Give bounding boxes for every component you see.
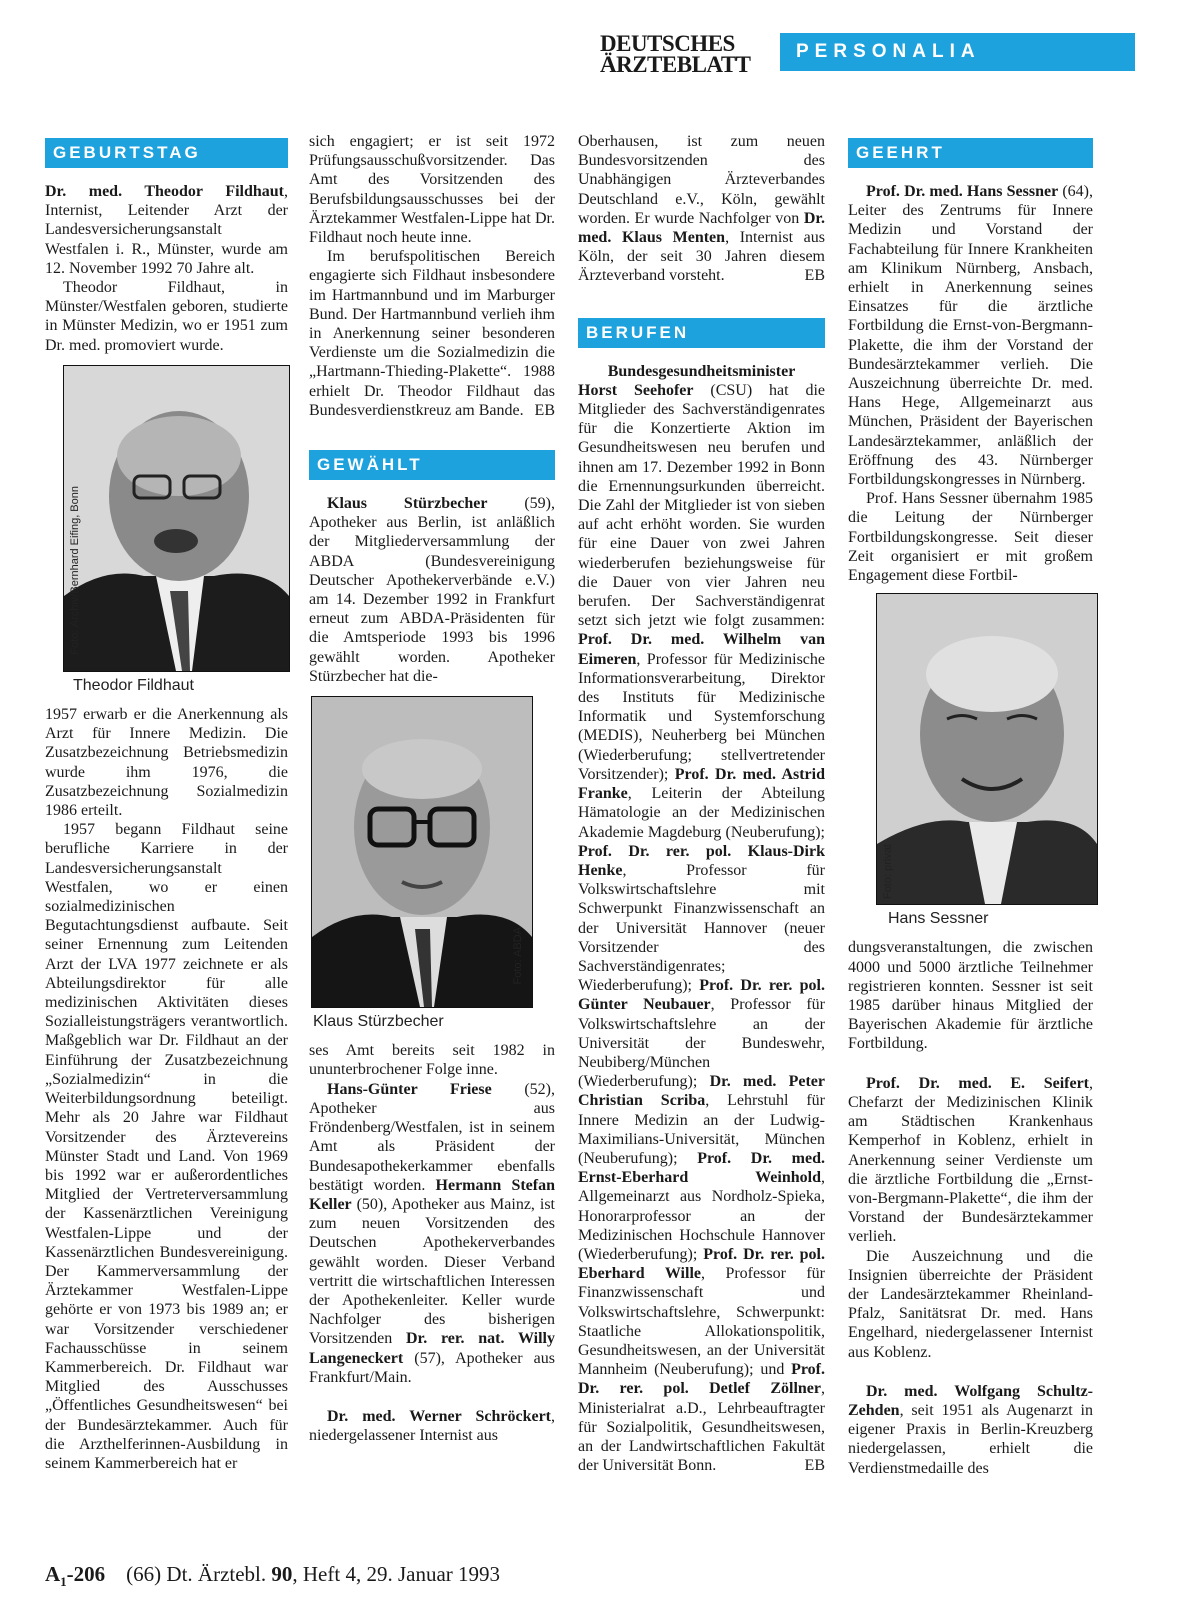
portrait-image	[312, 697, 532, 1007]
column-3	[578, 132, 825, 1475]
article-paragraph	[309, 247, 555, 420]
section-banner: PERSONALIA	[780, 33, 1135, 71]
paragraph-text: , Professor für Medizinische Informationsverarbeitung, Direktor des Instituts für Medizinische Informatik und Systemforschung (MEDIS), Neuherberg bei München (Wiederberufung; stellvertretender Vorsitzender);	[578, 650, 825, 783]
portrait-image	[877, 594, 1097, 904]
paragraph-text: (59), Apotheker aus Berlin, ist anläßlich der Mitgliederversammlung der ABDA (Bundesvereinigung Deutscher Apothekerverbände e.V.) am 14. Dezember 1992 in Frankfurt erneut zum ABDA-Präsidenten für die Amtsperiode 1993 bis 1996 gewählt worden. Apotheker Stürzbecher hat die-	[309, 495, 556, 685]
person-name: Prof. Dr. med. Ernst-Eberhard Weinhold	[578, 1149, 825, 1187]
article-paragraph: ses Amt bereits seit 1982 in ununterbrochener Folge inne.	[309, 1042, 555, 1079]
citation-suffix: , Heft 4, 29. Januar 1993	[292, 1562, 501, 1586]
photo-caption: Theodor Fildhaut	[73, 676, 194, 694]
portrait-image	[64, 366, 289, 671]
article-paragraph	[848, 1382, 1093, 1478]
page-subscript: 1	[60, 1574, 67, 1590]
paragraph-text: (52), Apotheker aus Fröndenberg/Westfalen, ist in seinem Amt als Präsident der Bundesapothekerkammer ebenfalls bestätigt worden.	[309, 1080, 555, 1194]
heading-berufen: BERUFEN	[578, 318, 825, 348]
article-paragraph: Prof. Hans Sessner übernahm 1985 die Leitung der Nürnberger Fortbildungskongresse. Seit dieser Zeit organisiert er mit großem Engagement diese Fortbil-	[848, 490, 1093, 585]
article-paragraph: 1957 erwarb er die Anerkennung als Arzt für Innere Medizin. Die Zusatzbezeichnung Betriebsmedizin wurde ihm 1976, die Zusatzbezeichnung Sozialmedizin 1986 erteilt.	[45, 706, 288, 820]
person-name: Dr. med. Peter Christian Scriba	[578, 1073, 826, 1110]
paragraph-text: (CSU) hat die Mitglieder des Sachverständigenrates für die Konzertierte Aktion im Gesundheitswesen neu berufen und ihnen am 17. Dezember 1992 in Bonn die Ernennungsurkunden überreicht. Die Zahl der Mitglieder ist von sieben auf acht erhöht worden. Sie wurden für eine Dauer von zwei Jahren wiederberufen beziehungsweise für die Dauer von vier Jahren neu berufen. Der Sachverständigenrat setzt sich jetzt wie folgt zusammen:	[578, 381, 826, 630]
article-paragraph	[578, 381, 825, 1476]
article-paragraph	[309, 494, 555, 686]
author-signature: EB	[534, 401, 555, 419]
heading-geburtstag: GEBURTSTAG	[45, 138, 288, 168]
column-2	[309, 132, 555, 1445]
article-paragraph	[578, 132, 825, 286]
person-name: Prof. Dr. rer. pol. Günter Neubauer	[578, 977, 825, 1014]
paragraph-text: , seit 1951 als Augenarzt in eigener Praxis in Berlin-Kreuzberg niedergelassen, erhielt die Verdienstmedaille des	[848, 1401, 1093, 1477]
person-name: Prof. Dr. rer. pol. Eberhard Wille	[578, 1245, 826, 1283]
person-name: Dr. med. Werner Schröckert	[327, 1407, 551, 1425]
paragraph-text: , Ministerialrat a.D., Lehrbeauftragter für Sozialpolitik, Gesundheitswesen, an der Landwirtschaftlichen Fakultät der Universität Bonn.	[578, 1380, 825, 1475]
paragraph-text: , Chefarzt der Medizinischen Klinik am Städtischen Krankenhaus Kemperhof in Koblenz, erhielt in Anerkennung seiner Verdienste um die ärztliche Fortbildung die „Ernst-von-Bergmann-Plakette“, die ihm der Vorstand der Bundesärztekammer verlieh.	[848, 1074, 1093, 1246]
citation-prefix: (66) Dt. Ärztebl.	[126, 1562, 272, 1586]
article-paragraph	[309, 1407, 555, 1445]
author-signature: EB	[804, 1457, 825, 1475]
person-name: Prof. Dr. med. Hans Sessner	[866, 183, 1059, 200]
article-paragraph	[848, 182, 1093, 489]
article-paragraph: Die Auszeichnung und die Insignien überreichte der Präsident der Landesärztekammer Rheinland-Pfalz, Sanitätsrat Dr. med. Hans Engelhard, niedergelassener Internist aus Koblenz.	[848, 1247, 1093, 1361]
paragraph-text: , Professor für Finanzwissenschaft und Volkswirtschaftslehre, Schwerpunkt: Staatliche Allokationspolitik, Gesundheitswesen, an der Universität Mannheim (Neuberufung); und	[578, 1265, 826, 1379]
page-number: -206	[66, 1562, 106, 1586]
article-paragraph: Theodor Fildhaut, in Münster/Westfalen geboren, studierte in Münster Medizin, wo er 1951 zum Dr. med. promoviert wurde.	[45, 279, 288, 354]
person-name: Prof. Dr. med. Wilhelm van Eimeren	[578, 631, 825, 668]
person-name: Horst Seehofer	[578, 381, 694, 399]
article-paragraph	[578, 362, 825, 381]
portrait-photo-stuerzbecher	[311, 696, 533, 1008]
person-name: Dr. rer. nat. Willy Langeneckert	[309, 1330, 555, 1367]
logo-line-2: ÄRZTEBLATT	[600, 52, 751, 77]
paragraph-text: , Allgemeinarzt aus Nordholz-Spieka, Honorarprofessor an der Medizinischen Hochschule Hannover (Wiederberufung);	[578, 1169, 825, 1263]
person-name: Dr. med. Klaus Menten	[578, 209, 825, 247]
paragraph-text: Im berufspolitischen Bereich engagierte sich Fildhaut insbesondere im Hartmannbund und im Marburger Bund. Der Hartmannbund verlieh ihm in Anerkennung seiner besonderen Verdienste um die Sozialmedizin die „Hartmann-Thieding-Plakette“. 1988 erhielt Dr. Theodor Fildhaut das Bundesverdienstkreuz am Bande.	[309, 248, 555, 419]
page-footer	[45, 1562, 500, 1590]
photo-caption: Hans Sessner	[888, 910, 989, 928]
person-name: Prof. Dr. rer. pol. Detlef Zöllner	[578, 1361, 825, 1398]
column-4	[848, 138, 1093, 1478]
paragraph-text: (50), Apotheker aus Mainz, ist zum neuen Vorsitzenden des Deutschen Apothekerverbandes gewählt worden. Dieser Verband vertritt die wirtschaftlichen Interessen der Apothekenleiter. Keller wurde Nachfolger des bisherigen Vorsitzenden	[309, 1195, 555, 1348]
photo-caption: Klaus Stürzbecher	[313, 1013, 444, 1031]
photo-credit: Foto: ABDA	[511, 927, 524, 985]
article-paragraph: sich engagiert; er ist seit 1972 Prüfungsausschußvorsitzender. Das Amt des Vorsitzenden des Berufsbildungsausschusses bei der Ärztekammer Westfalen-Lippe hat Dr. Fildhaut noch heute inne.	[309, 133, 555, 247]
article-paragraph	[309, 1080, 555, 1387]
photo-credit: Foto: privat	[882, 844, 894, 900]
heading-geehrt: GEEHRT	[848, 138, 1093, 168]
journal-logo	[600, 33, 770, 75]
paragraph-text: , Professor für Volkswirtschaftslehre an der Universität der Bundeswehr, Neubiberg/München (Wiederberufung);	[578, 996, 826, 1091]
person-name: Hermann Stefan Keller	[309, 1176, 555, 1213]
person-name: Hans-Günter Friese	[327, 1080, 492, 1098]
person-name: Dr. med. Wolfgang Schultz-Zehden	[848, 1382, 1093, 1419]
portrait-photo-sessner	[876, 593, 1098, 905]
article-paragraph	[45, 182, 288, 278]
portrait-photo-fildhaut	[63, 365, 290, 672]
person-name: Prof. Dr. med. Astrid Franke	[578, 765, 825, 803]
paragraph-text: (64), Leiter des Zentrums für Innere Medizin und Vorstand der Fachabteilung für Innere Krankheiten am Klinikum Nürnberg, Ansbach, erhielt in Anerkennung seines Einsatzes für die ärztliche Fortbildung die Ernst-von-Bergmann-Plakette, die ihm der Vorstand der Bundesärztekammer verlieh. Die Auszeichnung überreichte Dr. med. Hans Hege, Allgemeinarzt aus München, Präsident der Bayerischen Landesärztekammer, anläßlich der Eröffnung des 43. Nürnberger Fortbildungskongresses in Nürnberg.	[848, 183, 1093, 489]
person-name: Dr. med. Theodor Fildhaut	[45, 183, 284, 200]
column-1	[45, 138, 288, 1473]
heading-gewaehlt: GEWÄHLT	[309, 450, 555, 480]
paragraph-text: (57), Apotheker aus Frankfurt/Main.	[309, 1349, 555, 1386]
page-prefix: A	[45, 1562, 61, 1586]
paragraph-text: , niedergelassener Internist aus	[309, 1407, 555, 1445]
logo-line-1: DEUTSCHES	[600, 31, 735, 56]
person-name: Klaus Stürzbecher	[327, 495, 488, 513]
paragraph-text: , Internist aus Köln, der seit 30 Jahren diesem Ärzteverband vorsteht.	[578, 229, 825, 285]
article-paragraph: 1957 begann Fildhaut seine berufliche Karriere in der Landesversicherungsanstalt Westfalen, wo er einen sozialmedizinischen Begutachtungsdienst aufbaute. Seit seiner Ernennung zum Leitenden Arzt der LVA 1977 zeichnete er als Abteilungsdirektor für alle medizinischen Aktivitäten dieses Sozialleistungsträgers verantwortlich. Maßgeblich war Dr. Fildhaut an der Einführung der Zusatzbezeichnung „Sozialmedizin“ in die Weiterbildungsordnung beteiligt. Mehr als 20 Jahre war Fildhaut Vorsitzender des Ärztevereins Münster Stadt und Land. Von 1969 bis 1992 war er außerordentliches Mitglied der Vertreterversammlung der Kassenärztlichen Vereinigung Westfalen-Lippe und der Kassenärztlichen Bundesvereinigung. Der Kammerversammlung der Ärztekammer Westfalen-Lippe gehörte er von 1973 bis 1989 an; er war Vorsitzender verschiedener Fachausschüsse in seinem Kammerbereich. Dr. Fildhaut war Mitglied des Ausschusses „Öffentliches Gesundheitswesen“ bei der Bundesärztekammer. Auch für die Arzthelferinnen-Ausbildung in seinem Kammerbereich hat er	[45, 821, 288, 1472]
person-name: Prof. Dr. med. E. Seifert	[866, 1074, 1089, 1092]
photo-credit: Foto: Archiv/Bernhard Eifing, Bonn	[69, 485, 81, 655]
article-paragraph: dungsveranstaltungen, die zwischen 4000 und 5000 ärztliche Teilnehmer registrieren konnten. Sessner ist seit 1985 darüber hinaus Mitglied der Bayerischen Akademie für ärztliche Fortbildung.	[848, 939, 1093, 1053]
author-signature: EB	[804, 267, 825, 285]
paragraph-text: , Leiterin der Abteilung Hämatologie an der Medizinischen Akademie Magdeburg (Neuberufung);	[578, 785, 825, 841]
article-paragraph	[848, 1074, 1093, 1247]
paragraph-text: , Lehrstuhl für Innere Medizin an der Ludwig-Maximilians-Universität, München (Neuberufung);	[578, 1092, 825, 1167]
paragraph-text: Oberhausen, ist zum neuen Bundesvorsitzenden des Unabhängigen Ärzteverbandes Deutschland e.V., Köln, gewählt worden. Er wurde Nachfolger von	[578, 133, 825, 227]
paragraph-text: , Internist, Leitender Arzt der Landesversicherungsanstalt Westfalen i. R., Münster, wurde am 12. November 1992 70 Jahre alt.	[45, 183, 288, 277]
paragraph-text: , Professor für Volkswirtschaftslehre mit Schwerpunkt Finanzwissenschaft an der Universität Hannover (neuer Vorsitzender des Sachverständigenrates; Wiederberufung);	[578, 861, 825, 995]
minister-title: Bundesgesundheitsminister	[607, 362, 796, 380]
volume-number: 90	[271, 1562, 293, 1586]
person-name: Prof. Dr. rer. pol. Klaus-Dirk Henke	[578, 842, 825, 879]
